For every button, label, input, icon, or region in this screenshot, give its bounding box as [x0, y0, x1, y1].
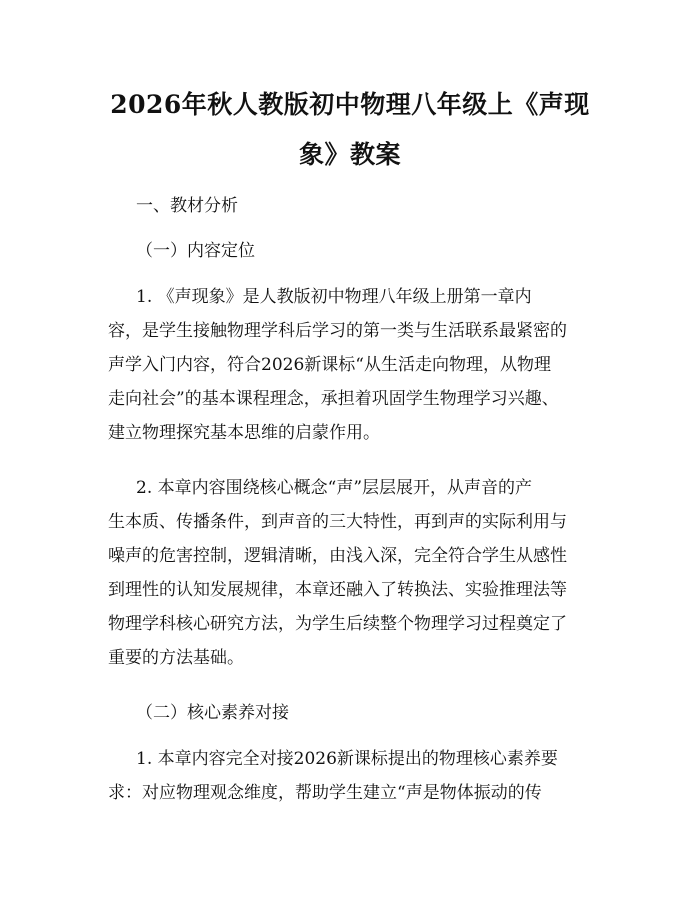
paragraph-1-line-4: 走向社会”的基本课程理念，承担着巩固学生物理学习兴趣、 — [108, 389, 559, 409]
subsection-heading-content-positioning: （一）内容定位 — [136, 241, 255, 261]
paragraph-1-line-1: 1. 《声现象》是人教版初中物理八年级上册第一章内 — [136, 287, 532, 307]
paragraph-3-line-2: 求：对应物理观念维度，帮助学生建立“声是物体振动的传 — [108, 783, 542, 803]
title-line-1: 2026年秋人教版初中物理八年级上《声现 — [110, 90, 590, 119]
paragraph-1-line-5: 建立物理探究基本思维的启蒙作用。 — [108, 423, 380, 443]
paragraph-2-line-5: 物理学科核心研究方法，为学生后续整个物理学习过程奠定了 — [108, 614, 567, 634]
paragraph-2-line-6: 重要的方法基础。 — [108, 648, 244, 668]
paragraph-3-line-1: 1. 本章内容完全对接2026新课标提出的物理核心素养要 — [136, 749, 558, 769]
paragraph-1-line-2: 容，是学生接触物理学科后学习的第一类与生活联系最紧密的 — [108, 321, 567, 341]
paragraph-1-line-3: 声学入门内容，符合2026新课标“从生活走向物理，从物理 — [108, 355, 551, 375]
paragraph-2-line-3: 噪声的危害控制，逻辑清晰，由浅入深，完全符合学生从感性 — [108, 546, 567, 566]
section-heading-textbook-analysis: 一、教材分析 — [136, 196, 238, 216]
paragraph-2-line-1: 2. 本章内容围绕核心概念“声”层层展开，从声音的产 — [136, 478, 533, 498]
subsection-heading-core-literacy: （二）核心素养对接 — [136, 703, 289, 723]
paragraph-2-line-4: 到理性的认知发展规律，本章还融入了转换法、实验推理法等 — [108, 580, 567, 600]
title-line-2: 象》教案 — [298, 140, 401, 169]
document-title — [108, 80, 592, 180]
paragraph-2-line-2: 生本质、传播条件，到声音的三大特性，再到声的实际利用与 — [108, 512, 567, 532]
